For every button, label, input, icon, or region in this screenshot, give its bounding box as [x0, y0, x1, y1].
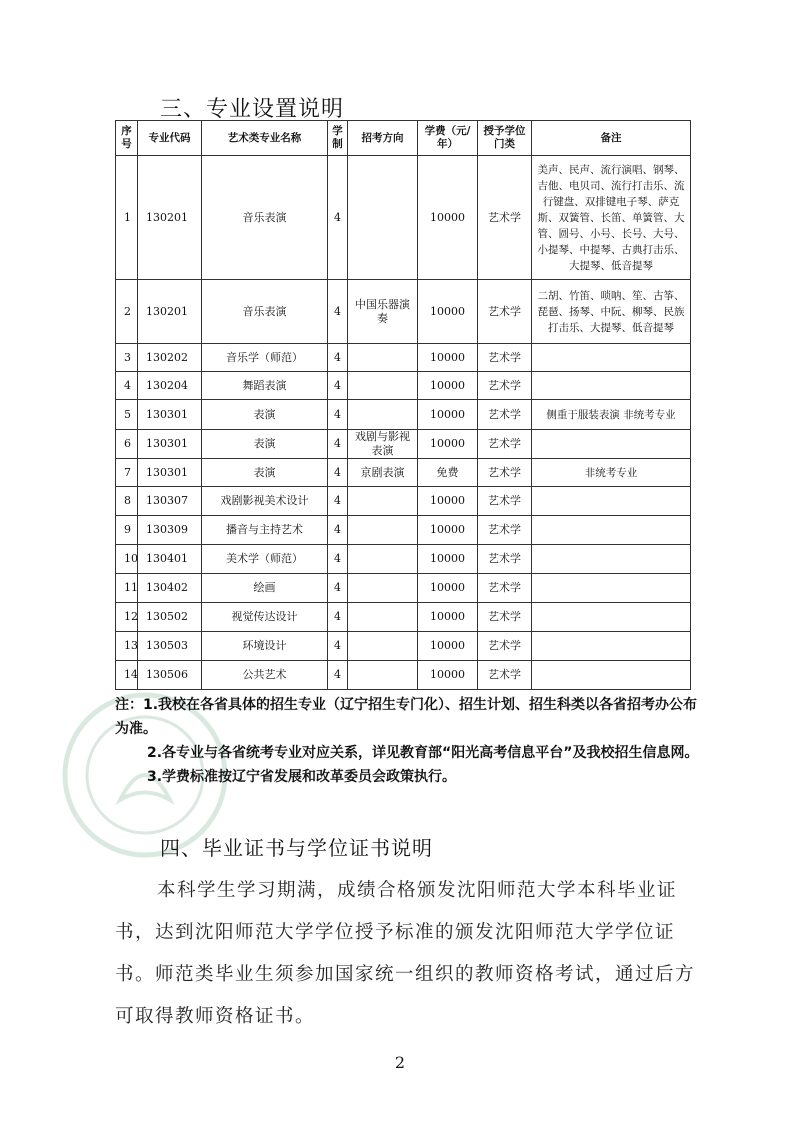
- row-major: 环境设计: [202, 632, 328, 661]
- row-years: 4: [328, 400, 348, 430]
- row-remarks: [532, 574, 691, 603]
- row-tuition: 免费: [418, 459, 478, 487]
- row-degree: 艺术学: [478, 459, 532, 487]
- row-remarks: [532, 632, 691, 661]
- row-index: 13: [116, 632, 138, 661]
- row-direction: [348, 400, 418, 430]
- row-years: 4: [328, 632, 348, 661]
- majors-table: [115, 120, 691, 690]
- row-index: 10: [116, 545, 138, 574]
- row-years: 4: [328, 344, 348, 372]
- header-major: 艺术类专业名称: [202, 121, 328, 156]
- row-major: 表演: [202, 459, 328, 487]
- row-degree: 艺术学: [478, 280, 532, 344]
- page-number: 2: [394, 1053, 406, 1072]
- table-row: [116, 372, 691, 400]
- header-code: 专业代码: [138, 121, 202, 156]
- header-years: 学制: [328, 121, 348, 156]
- row-index: 9: [116, 516, 138, 545]
- row-direction: [348, 545, 418, 574]
- row-code: 130502: [138, 603, 202, 632]
- row-remarks: [532, 372, 691, 400]
- row-index: 4: [116, 372, 138, 400]
- row-index: 5: [116, 400, 138, 430]
- row-tuition: 10000: [418, 632, 478, 661]
- row-tuition: 10000: [418, 372, 478, 400]
- row-tuition: 10000: [418, 430, 478, 459]
- row-direction: [348, 603, 418, 632]
- row-degree: 艺术学: [478, 156, 532, 280]
- row-years: 4: [328, 603, 348, 632]
- row-direction: 中国乐器演奏: [348, 280, 418, 344]
- row-code: 130301: [138, 400, 202, 430]
- table-row: [116, 545, 691, 574]
- row-major: 音乐表演: [202, 280, 328, 344]
- row-code: 130301: [138, 430, 202, 459]
- row-index: 6: [116, 430, 138, 459]
- table-row: [116, 400, 691, 430]
- row-major: 绘画: [202, 574, 328, 603]
- row-direction: 京剧表演: [348, 459, 418, 487]
- notes-block: [115, 693, 700, 789]
- row-major: 音乐学（师范）: [202, 344, 328, 372]
- table-row: [116, 603, 691, 632]
- row-tuition: 10000: [418, 156, 478, 280]
- row-tuition: 10000: [418, 516, 478, 545]
- row-index: 1: [116, 156, 138, 280]
- row-code: 130307: [138, 487, 202, 516]
- row-degree: 艺术学: [478, 603, 532, 632]
- row-years: 4: [328, 280, 348, 344]
- header-tuition: 学费（元/年）: [418, 121, 478, 156]
- row-code: 130503: [138, 632, 202, 661]
- row-code: 130201: [138, 156, 202, 280]
- header-index: 序号: [116, 121, 138, 156]
- row-direction: [348, 661, 418, 690]
- row-years: 4: [328, 516, 348, 545]
- row-direction: [348, 372, 418, 400]
- row-index: 3: [116, 344, 138, 372]
- row-index: 12: [116, 603, 138, 632]
- row-major: 戏剧影视美术设计: [202, 487, 328, 516]
- row-remarks: 二胡、竹笛、唢呐、笙、古筝、琵琶、扬琴、中阮、柳琴、民族打击乐、大提琴、低音提琴: [532, 280, 691, 344]
- table-row: [116, 344, 691, 372]
- table-header-row: [116, 121, 691, 156]
- row-years: 4: [328, 487, 348, 516]
- row-direction: [348, 632, 418, 661]
- row-remarks: [532, 603, 691, 632]
- row-code: 130201: [138, 280, 202, 344]
- row-remarks: [532, 487, 691, 516]
- row-tuition: 10000: [418, 545, 478, 574]
- row-major: 公共艺术: [202, 661, 328, 690]
- row-degree: 艺术学: [478, 430, 532, 459]
- row-remarks: 非统考专业: [532, 459, 691, 487]
- row-major: 表演: [202, 430, 328, 459]
- row-years: 4: [328, 459, 348, 487]
- table-row: [116, 516, 691, 545]
- row-major: 视觉传达设计: [202, 603, 328, 632]
- row-major: 音乐表演: [202, 156, 328, 280]
- row-degree: 艺术学: [478, 545, 532, 574]
- row-tuition: 10000: [418, 400, 478, 430]
- row-remarks: [532, 661, 691, 690]
- row-degree: 艺术学: [478, 400, 532, 430]
- row-index: 8: [116, 487, 138, 516]
- row-code: 130202: [138, 344, 202, 372]
- row-remarks: [532, 545, 691, 574]
- row-major: 播音与主持艺术: [202, 516, 328, 545]
- row-code: 130402: [138, 574, 202, 603]
- row-direction: [348, 487, 418, 516]
- header-remarks: 备注: [532, 121, 691, 156]
- row-tuition: 10000: [418, 603, 478, 632]
- table-row: [116, 574, 691, 603]
- row-years: 4: [328, 430, 348, 459]
- row-tuition: 10000: [418, 280, 478, 344]
- row-degree: 艺术学: [478, 574, 532, 603]
- row-index: 7: [116, 459, 138, 487]
- row-degree: 艺术学: [478, 661, 532, 690]
- row-remarks: 侧重于服装表演 非统考专业: [532, 400, 691, 430]
- row-tuition: 10000: [418, 574, 478, 603]
- row-degree: 艺术学: [478, 516, 532, 545]
- row-direction: [348, 516, 418, 545]
- row-code: 130204: [138, 372, 202, 400]
- row-index: 2: [116, 280, 138, 344]
- row-years: 4: [328, 661, 348, 690]
- section-4-title: 四、毕业证书与学位证书说明: [160, 836, 433, 860]
- row-major: 舞蹈表演: [202, 372, 328, 400]
- row-code: 130301: [138, 459, 202, 487]
- header-direction: 招考方向: [348, 121, 418, 156]
- section-4-body: 本科学生学习期满，成绩合格颁发沈阳师范大学本科毕业证书，达到沈阳师范大学学位授予标准的颁发沈阳师范大学学位证书。师范类毕业生须参加国家统一组织的教师资格考试，通过后方可取得教师资格证书。: [115, 880, 696, 1027]
- row-years: 4: [328, 372, 348, 400]
- row-major: 表演: [202, 400, 328, 430]
- row-remarks: [532, 344, 691, 372]
- row-code: 130309: [138, 516, 202, 545]
- table-row: [116, 459, 691, 487]
- row-tuition: 10000: [418, 487, 478, 516]
- row-years: 4: [328, 156, 348, 280]
- row-direction: [348, 156, 418, 280]
- row-major: 美术学（师范）: [202, 545, 328, 574]
- row-index: 14: [116, 661, 138, 690]
- row-code: 130401: [138, 545, 202, 574]
- row-years: 4: [328, 574, 348, 603]
- table-row: [116, 280, 691, 344]
- row-degree: 艺术学: [478, 344, 532, 372]
- table-row: [116, 632, 691, 661]
- table-row: [116, 487, 691, 516]
- row-index: 11: [116, 574, 138, 603]
- row-remarks: 美声、民声、流行演唱、钢琴、吉他、电贝司、流行打击乐、流行键盘、双排键电子琴、萨克斯、双簧管、长笛、单簧管、大管、圆号、小号、长号、大号、小提琴、中提琴、古典打击乐、大提琴、低音提琴: [532, 156, 691, 280]
- row-tuition: 10000: [418, 661, 478, 690]
- table-row: [116, 430, 691, 459]
- note-3: 3.学费标准按辽宁省发展和改革委员会政策执行。: [147, 769, 457, 785]
- table-row: [116, 661, 691, 690]
- table-row: [116, 156, 691, 280]
- row-degree: 艺术学: [478, 487, 532, 516]
- row-code: 130506: [138, 661, 202, 690]
- row-years: 4: [328, 545, 348, 574]
- row-tuition: 10000: [418, 344, 478, 372]
- row-degree: 艺术学: [478, 632, 532, 661]
- row-direction: [348, 344, 418, 372]
- row-degree: 艺术学: [478, 372, 532, 400]
- note-1: 注：1.我校在各省具体的招生专业（辽宁招生专门化）、招生计划、招生科类以各省招考办公布为准。: [115, 697, 698, 737]
- row-remarks: [532, 516, 691, 545]
- row-remarks: [532, 430, 691, 459]
- header-degree: 授予学位门类: [478, 121, 532, 156]
- section-3-title: 三、专业设置说明: [160, 97, 345, 122]
- row-direction: [348, 574, 418, 603]
- row-direction: 戏剧与影视表演: [348, 430, 418, 459]
- note-2: 2.各专业与各省统考专业对应关系，详见教育部“阳光高考信息平台”及我校招生信息网。: [147, 745, 699, 761]
